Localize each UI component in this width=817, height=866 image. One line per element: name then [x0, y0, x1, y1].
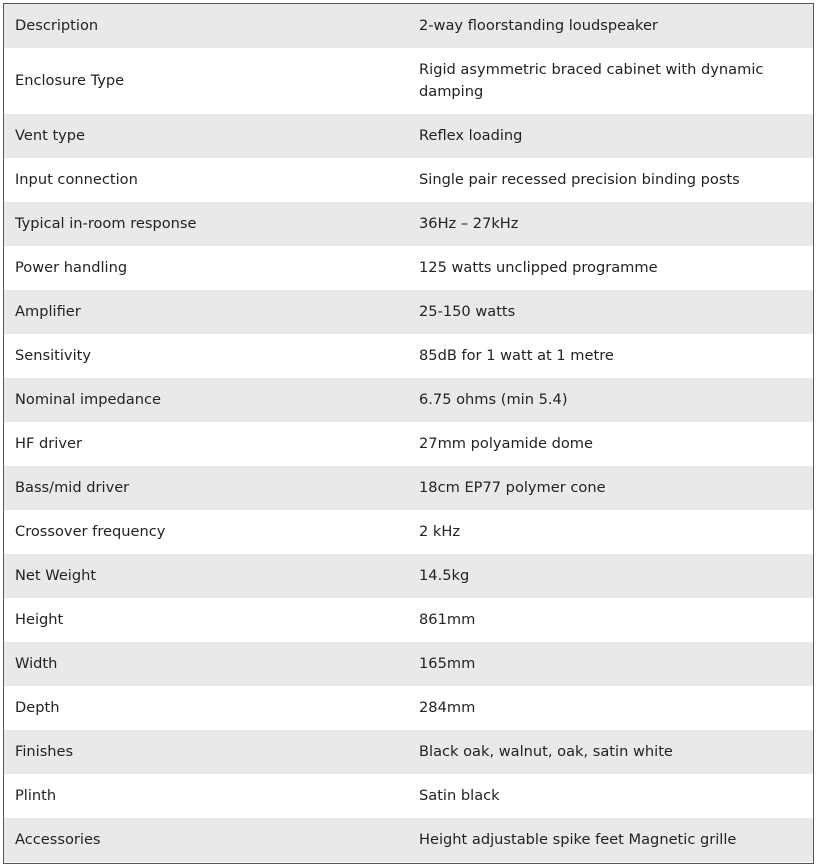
- spec-label: Power handling: [15, 259, 128, 276]
- spec-value: 861mm: [419, 611, 476, 628]
- spec-value: 27mm polyamide dome: [419, 435, 594, 452]
- spec-value: 2-way floorstanding loudspeaker: [419, 17, 658, 34]
- spec-value: 25-150 watts: [419, 303, 516, 320]
- spec-label: Vent type: [15, 127, 86, 144]
- spec-label: Sensitivity: [15, 347, 91, 364]
- spec-label: Net Weight: [15, 567, 97, 584]
- table-row: [4, 202, 814, 246]
- table-row: [4, 818, 814, 862]
- spec-value: Rigid asymmetric braced cabinet with dynamic damping: [419, 61, 764, 100]
- spec-value: Satin black: [419, 787, 500, 804]
- table-row: [4, 422, 814, 466]
- spec-value: 284mm: [419, 699, 476, 716]
- spec-label: Bass/mid driver: [15, 479, 130, 496]
- spec-value: 36Hz – 27kHz: [419, 215, 519, 232]
- spec-value: Reflex loading: [419, 127, 523, 144]
- table-row: [4, 598, 814, 642]
- table-row: [4, 554, 814, 598]
- spec-label: Height: [15, 611, 64, 628]
- table-row: [4, 114, 814, 158]
- spec-value: Height adjustable spike feet Magnetic grille: [419, 831, 737, 848]
- spec-value: 14.5kg: [419, 567, 470, 584]
- spec-label: Accessories: [15, 831, 101, 848]
- table-row: [4, 510, 814, 554]
- table-row: [4, 730, 814, 774]
- spec-table: [4, 4, 814, 862]
- spec-table-body: [4, 4, 814, 862]
- spec-value: 125 watts unclipped programme: [419, 259, 658, 276]
- spec-value: 85dB for 1 watt at 1 metre: [419, 347, 614, 364]
- spec-label: Description: [15, 17, 99, 34]
- table-row: [4, 378, 814, 422]
- spec-label: Input connection: [15, 171, 138, 188]
- table-row: [4, 290, 814, 334]
- spec-value: 18cm EP77 polymer cone: [419, 479, 606, 496]
- spec-value: 6.75 ohms (min 5.4): [419, 391, 568, 408]
- spec-label: Width: [15, 655, 58, 672]
- table-row: [4, 158, 814, 202]
- table-row: [4, 774, 814, 818]
- spec-label: Crossover frequency: [15, 523, 166, 540]
- table-row: [4, 466, 814, 510]
- spec-label: Enclosure Type: [15, 72, 125, 89]
- spec-label: Typical in-room response: [15, 215, 197, 232]
- spec-value: Single pair recessed precision binding posts: [419, 171, 740, 188]
- spec-table-container: [3, 3, 814, 864]
- spec-label: Amplifier: [15, 303, 81, 320]
- spec-label: Plinth: [15, 787, 57, 804]
- table-row: [4, 4, 814, 48]
- table-row: [4, 48, 814, 114]
- spec-label: Nominal impedance: [15, 391, 161, 408]
- spec-label: Depth: [15, 699, 60, 716]
- table-row: [4, 246, 814, 290]
- spec-label: Finishes: [15, 743, 74, 760]
- spec-value: 2 kHz: [419, 523, 461, 540]
- table-row: [4, 686, 814, 730]
- spec-value: Black oak, walnut, oak, satin white: [419, 743, 673, 760]
- table-row: [4, 334, 814, 378]
- table-row: [4, 642, 814, 686]
- spec-value: 165mm: [419, 655, 476, 672]
- spec-label: HF driver: [15, 435, 82, 452]
